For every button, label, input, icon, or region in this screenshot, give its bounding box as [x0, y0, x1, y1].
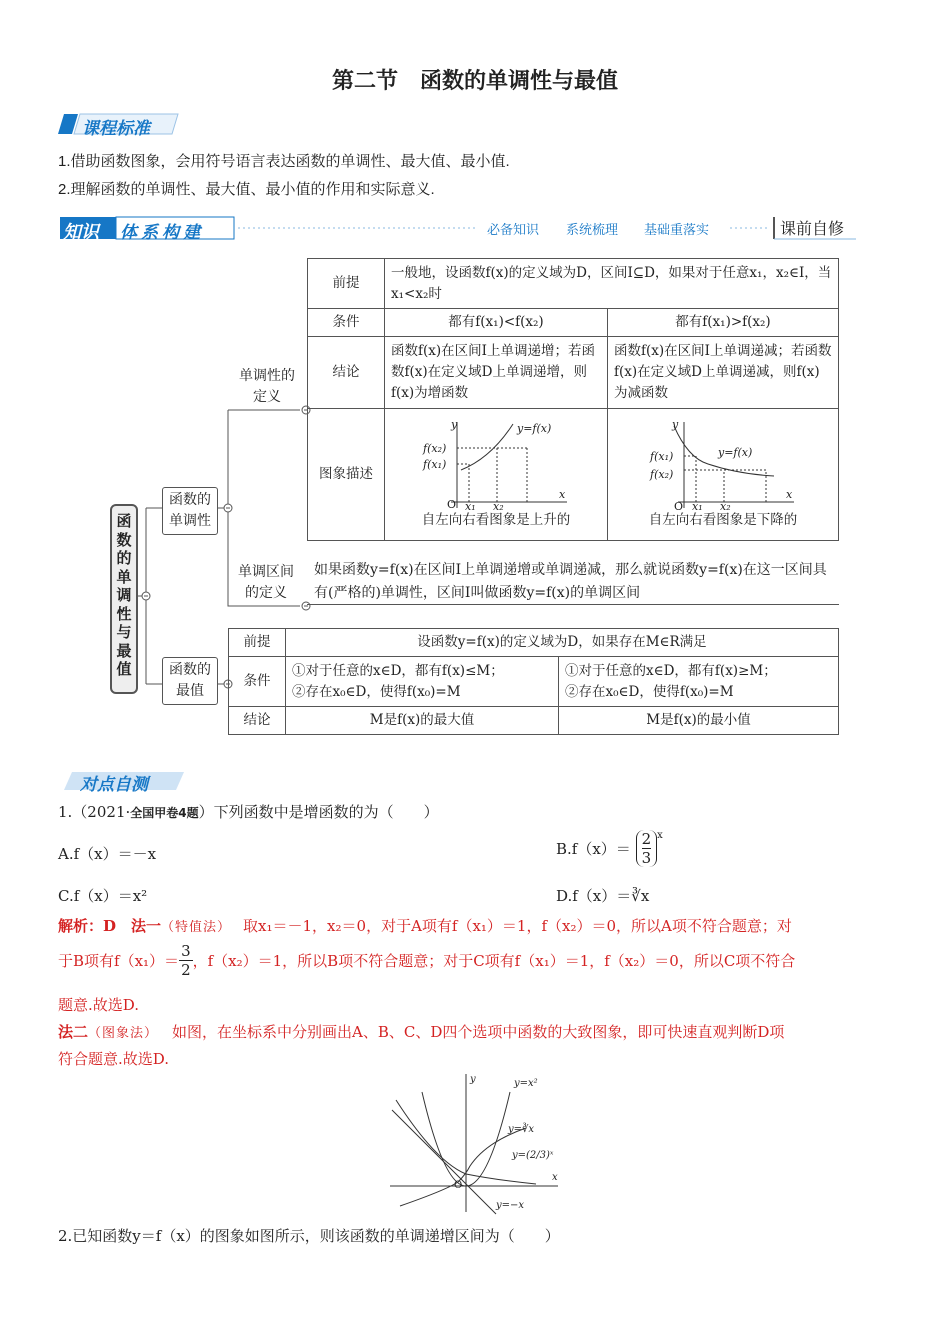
standard-item-1: 1.借助函数图象，会用符号语言表达函数的单调性、最大值、最小值. [58, 153, 510, 170]
svg-text:y: y [672, 418, 679, 431]
q1-solution-line-1 [58, 915, 792, 936]
q1-option-b: B.f（x）＝ 2 3 $^x$ [556, 830, 663, 867]
row-label-premise: 前提 [308, 259, 385, 309]
q1-solution2-line-1 [58, 1021, 784, 1042]
svg-text:O: O [447, 498, 457, 510]
monotonicity-definition-table [307, 258, 839, 541]
solution-1-tag: （特值法） [161, 920, 232, 935]
section-label-pre-study: 课前自修 [780, 219, 845, 238]
svg-text:x: x [552, 1172, 558, 1183]
row-label-conclusion: 结论 [308, 337, 385, 409]
q1-source: 全国甲卷4题 [130, 806, 199, 820]
svg-text:x₁: x₁ [465, 500, 476, 510]
graph-desc-decreasing: 自左向右看图象是下降的 [648, 512, 798, 528]
svg-text:y=f(x): y=f(x) [517, 422, 552, 435]
q1-stem-a: 1.（2021· [58, 803, 131, 821]
graph-desc-increasing: 自左向右看图象是上升的 [421, 512, 571, 528]
svg-text:y=∛x: y=∛x [508, 1124, 535, 1135]
mindmap-branch-monotonicity: 函数的单调性 [162, 487, 218, 535]
section-title-knowledge-b: 体系构建 [120, 223, 204, 243]
standard-item-2: 2.理解函数的单调性、最大值、最小值的作用和实际意义. [58, 181, 435, 198]
four-functions-graph [386, 1070, 566, 1216]
q1-stem-b: ）下列函数中是增函数的为（ ） [198, 803, 439, 821]
max-condition-2: ②存在x₀∈D，使得f(x₀)=M [292, 683, 461, 700]
decreasing-function-graph [648, 418, 798, 510]
max-condition-1: ①对于任意的x∈D，都有f(x)≤M； [292, 662, 504, 679]
q1-solution2-line-2: 符合题意.故选D. [58, 1050, 170, 1068]
condition-decreasing: 都有f(x₁)>f(x₂) [608, 309, 839, 337]
row-label-graph: 图象描述 [308, 409, 385, 541]
svg-text:O: O [454, 1180, 463, 1191]
min-conclusion: M是f(x)的最小值 [559, 707, 839, 735]
svg-text:y=−x: y=−x [496, 1200, 525, 1211]
increasing-function-graph [421, 418, 571, 510]
premise-text: 一般地，设函数f(x)的定义域为D，区间I⊆D，如果对于任意x₁，x₂∈I，当x₁<x₂时 [385, 259, 839, 309]
svg-text:f(x₂): f(x₂) [650, 468, 674, 481]
row-label-condition: 条件 [308, 309, 385, 337]
min-condition-1: ①对于任意的x∈D，都有f(x)≥M； [565, 662, 777, 679]
svg-text:y: y [451, 418, 458, 431]
row-label-condition-2: 条件 [229, 657, 286, 707]
solution-1-text-b: 于B项有f（x₁）＝ [58, 952, 180, 970]
conclusion-decreasing: 函数f(x)在区间I上单调递减；若函数f(x)在定义域D上单调递减，则f(x)为减函数 [608, 337, 839, 409]
extrema-table [228, 628, 839, 735]
svg-text:x: x [786, 488, 793, 501]
svg-text:f(x₁): f(x₁) [650, 450, 674, 463]
svg-text:x₁: x₁ [692, 500, 703, 510]
svg-text:x: x [559, 488, 566, 501]
row-label-conclusion-2: 结论 [229, 707, 286, 735]
svg-text:y: y [470, 1074, 476, 1085]
q1-stem [58, 801, 439, 822]
interval-definition: 如果函数y=f(x)在区间I上单调递增或单调递减，那么就说函数y=f(x)在这一区间具有(严格的)单调性，区间I叫做函数y=f(x)的单调区间 [314, 562, 827, 601]
interval-definition-underline [307, 604, 839, 605]
mindmap-root [110, 504, 138, 694]
fraction-three-halves: 3 2 [181, 942, 191, 979]
solution-1-text-a: 取x₁＝－1，x₂＝0，对于A项有f（x₁）＝1，f（x₂）＝0，所以A项不符合题意；对 [243, 917, 792, 935]
tag-2: 系统梳理 [566, 223, 619, 238]
section-title-standard: 课程标准 [82, 119, 150, 139]
solution-2-text-a: 如图，在坐标系中分别画出A、B、C、D四个选项中函数的大致图象，即可快速直观判断D项 [172, 1023, 785, 1041]
min-condition-2: ②存在x₀∈D，使得f(x₀)=M [565, 683, 734, 700]
mindmap-sub-definition: 单调性的定义 [239, 368, 295, 405]
page-title: 第二节 函数的单调性与最值 [331, 69, 618, 94]
svg-text:O: O [674, 500, 684, 510]
q1-option-b-label: B.f（x）＝ [556, 840, 631, 858]
q1-option-c: C.f（x）＝x² [58, 887, 148, 905]
row-label-premise-2: 前提 [229, 629, 286, 657]
solution-2-tag: （图象法） [88, 1026, 159, 1041]
q2-stem: 2.已知函数y＝f（x）的图象如图所示，则该函数的单调递增区间为（ ） [58, 1227, 560, 1245]
tag-1: 必备知识 [487, 223, 540, 238]
mindmap-sub-interval: 单调区间的定义 [238, 564, 294, 601]
tag-3: 基础重落实 [644, 223, 710, 238]
solution-2-head: 法二 [58, 1023, 89, 1041]
svg-text:y=f(x): y=f(x) [718, 446, 753, 459]
premise-text-2: 设函数y=f(x)的定义域为D，如果存在M∈R满足 [286, 629, 839, 657]
svg-text:x₂: x₂ [720, 500, 731, 510]
max-conclusion: M是f(x)的最大值 [286, 707, 559, 735]
mindmap-branch-extrema: 函数的最值 [162, 657, 218, 705]
mindmap-root-label: 函数的单调性与最值 [116, 512, 132, 678]
section-title-knowledge-a: 知识 [63, 222, 99, 243]
q1-option-b-fraction: 2 3 [636, 830, 658, 867]
svg-text:y=x²: y=x² [514, 1078, 538, 1089]
svg-text:x₂: x₂ [493, 500, 504, 510]
conclusion-increasing: 函数f(x)在区间I上单调递增；若函数f(x)在定义域D上单调递增，则f(x)为增函数 [385, 337, 608, 409]
q1-solution-line-3: 题意.故选D. [58, 996, 140, 1014]
svg-text:f(x₁): f(x₁) [423, 458, 447, 471]
q1-solution-line-2 [58, 942, 795, 979]
svg-text:y=(2/3)ˣ: y=(2/3)ˣ [512, 1150, 554, 1161]
q1-option-d: D.f（x）＝∛x [556, 887, 650, 905]
solution-1-text-b2: ，f（x₂）＝1，所以B项不符合题意；对于C项有f（x₁）＝1，f（x₂）＝0，所以C项不符合 [192, 952, 796, 970]
condition-increasing: 都有f(x₁)<f(x₂) [385, 309, 608, 337]
solution-1-head: 解析：D 法一 [58, 917, 162, 935]
section-title-selftest: 对点自测 [80, 775, 148, 795]
q1-option-a: A.f（x）＝－x [58, 845, 157, 863]
svg-text:f(x₂): f(x₂) [423, 442, 447, 455]
